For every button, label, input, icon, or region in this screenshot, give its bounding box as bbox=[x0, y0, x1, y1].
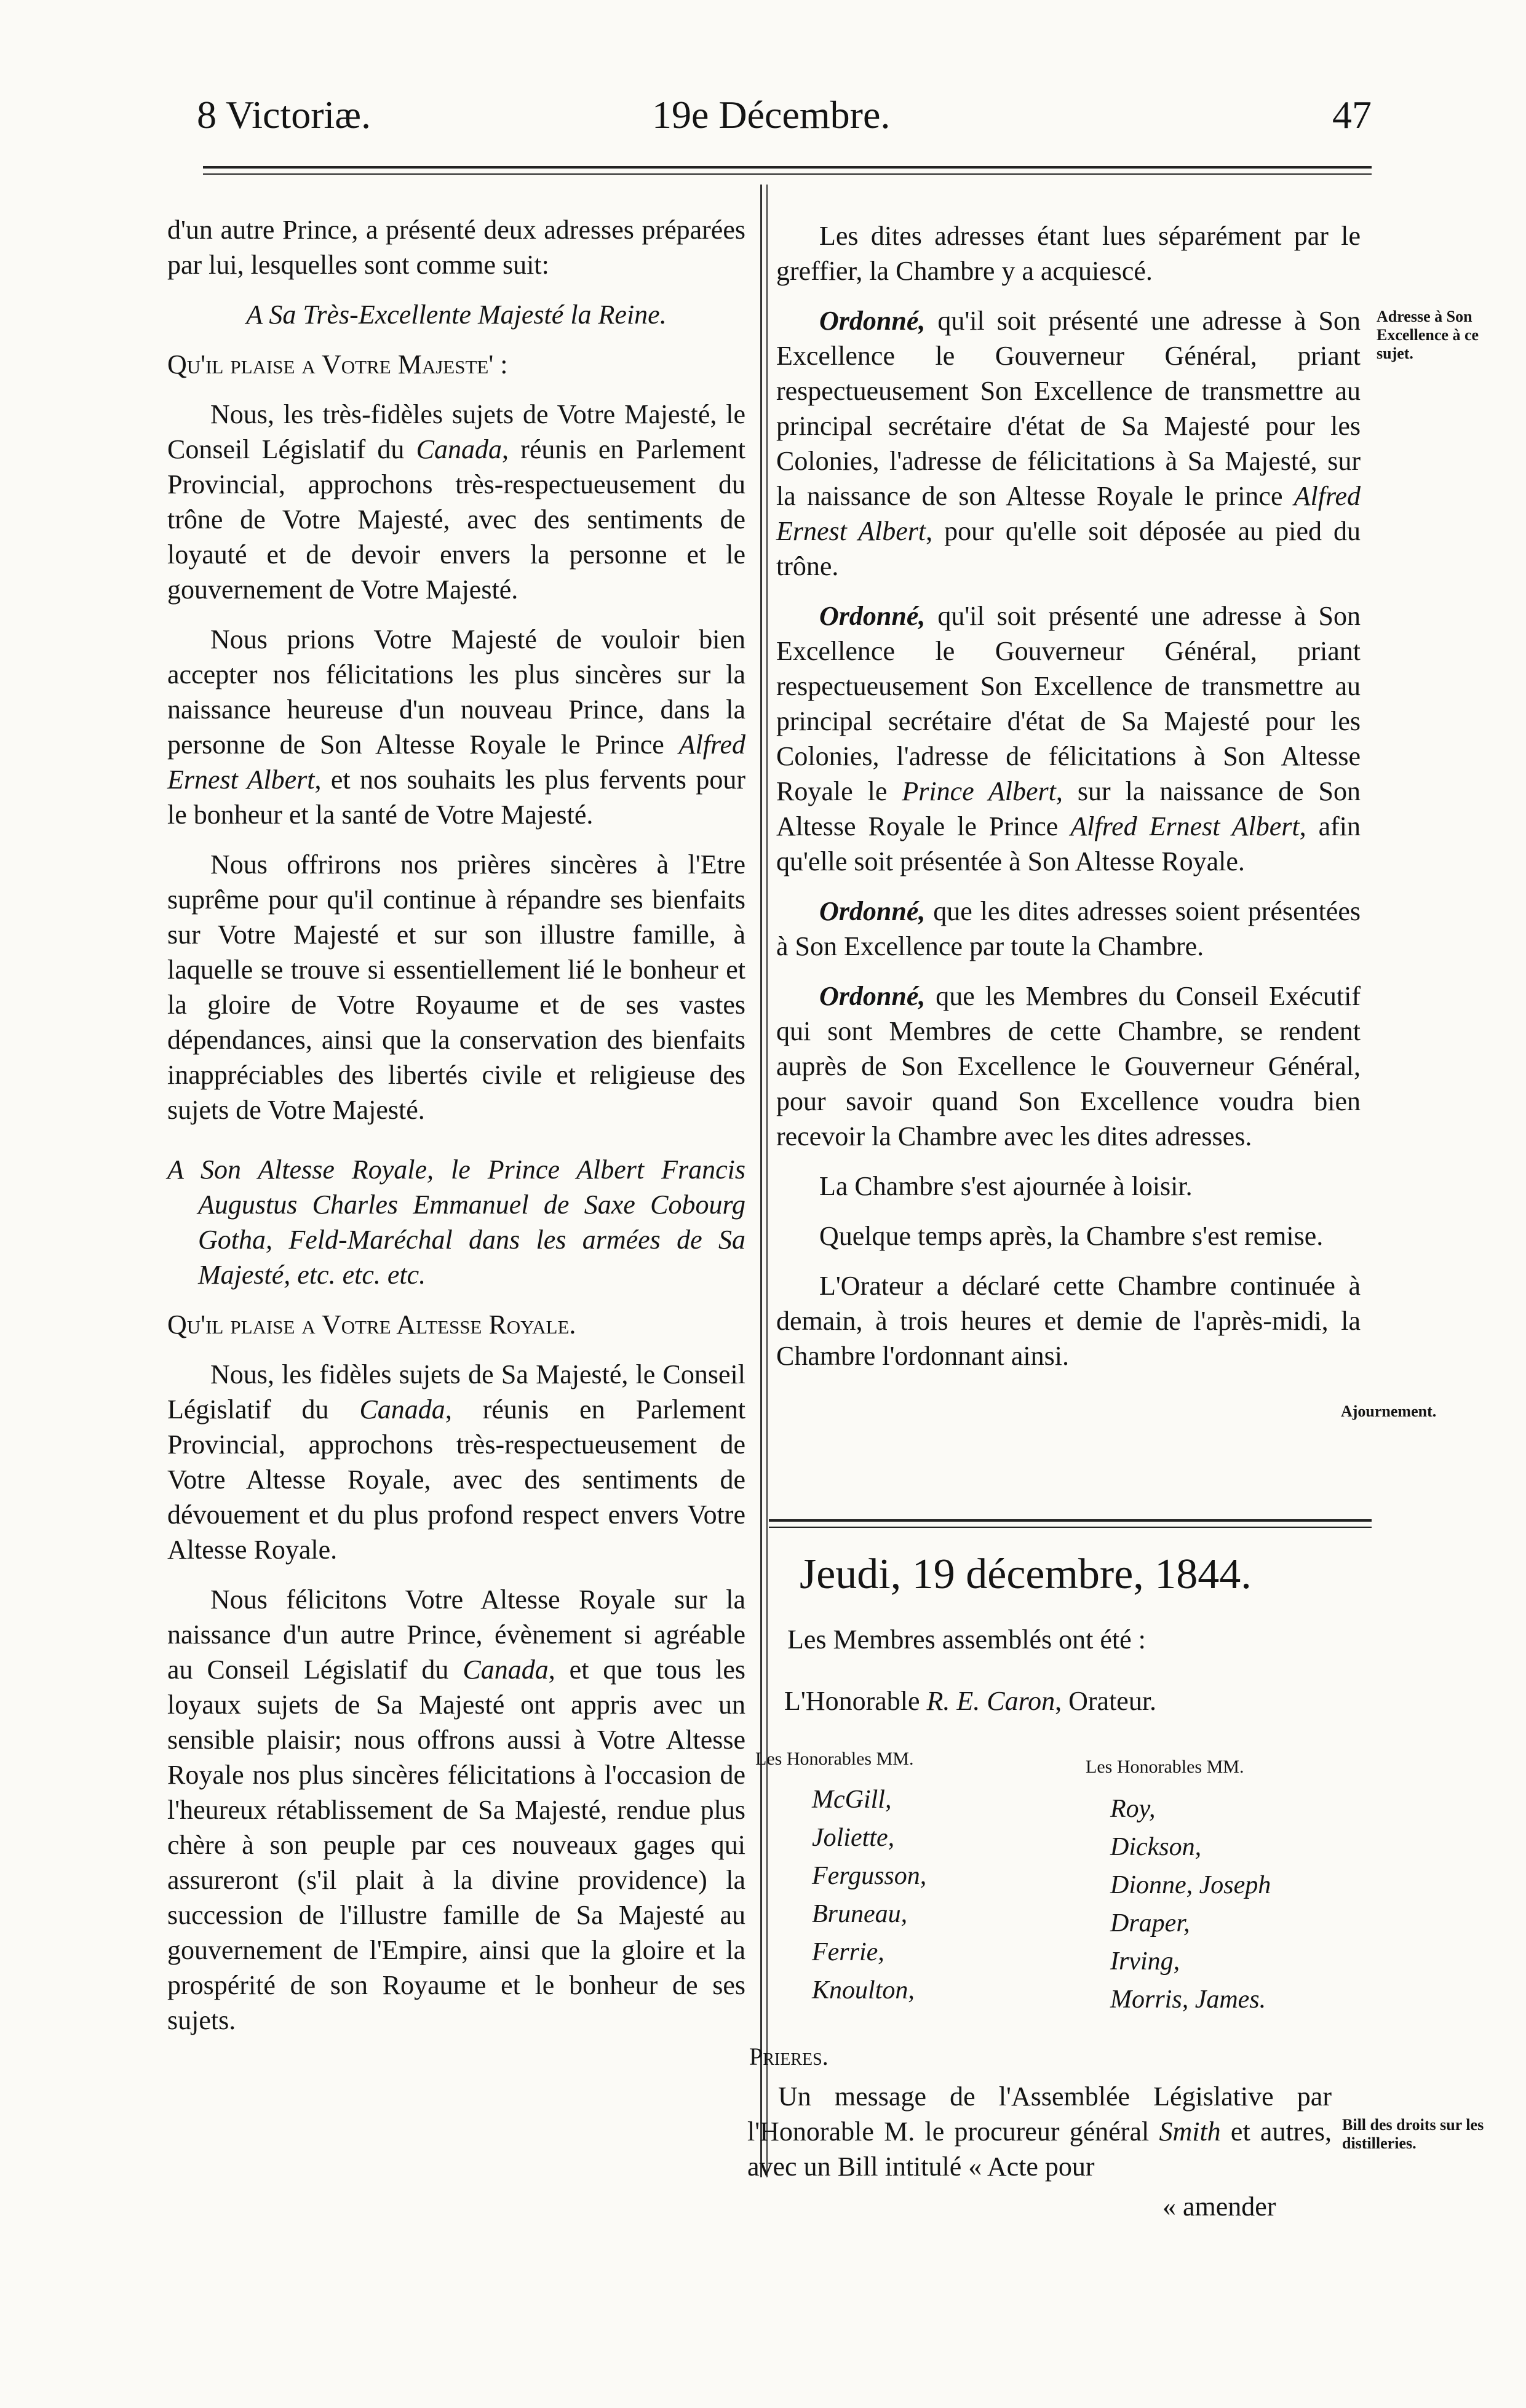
column-divider bbox=[760, 185, 762, 2177]
paragraph-queen-2: Nous prions Votre Majesté de vouloir bien accepter nos félicitations les plus sincères sur la naissance heureuse d'un nouveau Prince, dans la personne de Son Altesse Royale le Prince Alfred Ernest Albert, et nos souhaits les plus fervents pour le bonheur et la santé de Votre Majesté. bbox=[167, 624, 745, 830]
paragraph-resumed: Quelque temps après, la Chambre s'est remise. bbox=[819, 1221, 1324, 1251]
paragraph-queen-1: Nous, les très-fidèles sujets de Votre Majesté, le Conseil Législatif du Canada, réunis en Parlement Provincial, approchons très-respectueusement du trône de Votre Majesté, avec des sentiments de loyauté et de devoir envers la personne et le gouvernement de Votre Majesté. bbox=[167, 399, 745, 605]
order-1: Ordonné, qu'il soit présenté une adresse à Son Excellence le Gouverneur Général, priant respectueusement Son Excellence de transmettre au principal secrétaire d'état de Sa Majesté pour les Colonies, l'adresse de félicitations à Sa Majesté, sur la naissance de son Altesse Royale le prince Alfred Ernest Albert, pour qu'elle soit déposée au pied du trône. bbox=[776, 306, 1361, 581]
section-rule bbox=[769, 1519, 1372, 1522]
margin-note-adresse: Adresse à Son Excellence à ce sujet. bbox=[1377, 308, 1479, 362]
right-column bbox=[776, 218, 1361, 1388]
header-rule bbox=[203, 166, 1372, 169]
member-name: Joliette, bbox=[812, 1824, 895, 1852]
margin-note-ajournement: Ajournement. bbox=[1341, 1402, 1437, 1420]
running-head-date: 19e Décembre. bbox=[652, 93, 891, 137]
paragraph-addresses-read: Les dites adresses étant lues séparément par le greffier, la Chambre y a acquiescé. bbox=[776, 221, 1361, 286]
members-intro: Les Membres assemblés ont été : bbox=[787, 1624, 1146, 1655]
sitting-date-title: Jeudi, 19 décembre, 1844. bbox=[800, 1551, 1252, 1598]
member-name: McGill, bbox=[812, 1786, 892, 1814]
catchword: « amender bbox=[1162, 2191, 1276, 2222]
members-list-right bbox=[1110, 1790, 1271, 2019]
member-name: Morris, James. bbox=[1110, 1985, 1266, 2014]
member-name: Draper, bbox=[1110, 1909, 1190, 1937]
member-name: Dickson, bbox=[1110, 1833, 1202, 1861]
prayers-heading: Prieres. bbox=[749, 2043, 829, 2070]
member-name: Roy, bbox=[1110, 1795, 1156, 1823]
member-name: Bruneau, bbox=[812, 1900, 908, 1928]
address-queen-heading: A Sa Très-Excellente Majesté la Reine. bbox=[246, 300, 667, 330]
header-rule-thin bbox=[203, 173, 1372, 175]
margin-note-bill: Bill des droits sur les distilleries. bbox=[1342, 2116, 1484, 2152]
member-name: Ferrie, bbox=[812, 1938, 884, 1966]
member-name: Irving, bbox=[1110, 1947, 1180, 1976]
speaker-line: L'Honorable R. E. Caron, Orateur. bbox=[784, 1686, 1157, 1716]
honorables-label-left: Les Honorables MM. bbox=[755, 1749, 914, 1769]
section-rule-thin bbox=[769, 1527, 1372, 1528]
order-4: Ordonné, que les Membres du Conseil Exécutif qui sont Membres de cette Chambre, se rendent auprès de Son Excellence le Gouverneur Général, pour savoir quand Son Excellence voudra bien recevoir la Chambre avec les dites adresses. bbox=[776, 981, 1361, 1151]
member-name: Knoulton, bbox=[812, 1976, 915, 2005]
paragraph-queen-3: Nous offrirons nos prières sincères à l'Etre suprême pour qu'il continue à répandre ses bienfaits sur Votre Majesté et sur son illustre famille, à laquelle se trouve si essentiellement lié le bonheur et la gloire de Votre Royaume et de ses vastes dépendances, ainsi que la conservation des bienfaits inappréciables des libertés civile et religieuse des sujets de Votre Majesté. bbox=[167, 849, 745, 1125]
member-name: Fergusson, bbox=[812, 1862, 927, 1890]
salutation-queen: Qu'il plaise a Votre Majeste' : bbox=[167, 349, 508, 379]
column-divider-thin bbox=[766, 185, 768, 2177]
order-2: Ordonné, qu'il soit présenté une adresse à Son Excellence le Gouverneur Général, priant respectueusement Son Excellence de transmettre au principal secrétaire d'état de Sa Majesté pour les Colonies, l'adresse de félicitations à Son Altesse Royale le Prince Albert, sur la naissance de Son Altesse Royale le Prince Alfred Ernest Albert, afin qu'elle soit présentée à Son Altesse Royale. bbox=[776, 601, 1361, 876]
paragraph-prince-1: Nous, les fidèles sujets de Sa Majesté, le Conseil Législatif du Canada, réunis en Parlement Provincial, approchons très-respectueusement de Votre Altesse Royale, avec des sentiments de dévouement et du plus profond respect envers Votre Altesse Royale. bbox=[167, 1359, 746, 1565]
paragraph-adjournment: L'Orateur a déclaré cette Chambre continuée à demain, à trois heures et demie de l'après-midi, la Chambre l'ordonnant ainsi. bbox=[776, 1271, 1361, 1371]
address-prince-heading: A Son Altesse Royale, le Prince Albert Francis Augustus Charles Emmanuel de Saxe Cobourg Gotha, Feld-Maréchal dans les armées de Sa Majesté, etc. etc. etc. bbox=[167, 1154, 745, 1290]
message-paragraph: Un message de l'Assemblée Législative par l'Honorable M. le procureur général Smith et autres, avec un Bill intitulé « Acte pour bbox=[747, 2081, 1332, 2182]
honorables-label-right: Les Honorables MM. bbox=[1086, 1757, 1244, 1777]
paragraph-recess: La Chambre s'est ajournée à loisir. bbox=[819, 1171, 1193, 1201]
order-3: Ordonné, que les dites adresses soient présentées à Son Excellence par toute la Chambre. bbox=[776, 896, 1361, 961]
running-head-left: 8 Victoriæ. bbox=[197, 93, 371, 137]
left-column bbox=[167, 212, 745, 2052]
member-name: Dionne, Joseph bbox=[1110, 1871, 1271, 1899]
salutation-prince: Qu'il plaise a Votre Altesse Royale. bbox=[167, 1309, 576, 1340]
members-list-left bbox=[812, 1781, 926, 2009]
paragraph-prince-2: Nous félicitons Votre Altesse Royale sur la naissance d'un autre Prince, évènement si agréable au Conseil Législatif du Canada, et que tous les loyaux sujets de Sa Majesté ont appris avec un sensible plaisir; nous offrons aussi à Votre Altesse Royale nos plus sincères félicitations à l'occasion de l'heureux rétablissement de Sa Majesté, rendue plus chère à son peuple par ces nouveaux gages qui assureront (s'il plait à la divine providence) la succession de l'illustre famille de Sa Majesté au gouvernement de l'Empire, ainsi que la gloire et la prospérité de son Royaume et le bonheur de ses sujets. bbox=[167, 1584, 745, 2035]
page-header bbox=[172, 86, 1378, 154]
paragraph-intro: d'un autre Prince, a présenté deux adresses préparées par lui, lesquelles sont comme suit: bbox=[167, 215, 745, 280]
page-number: 47 bbox=[1332, 93, 1372, 137]
